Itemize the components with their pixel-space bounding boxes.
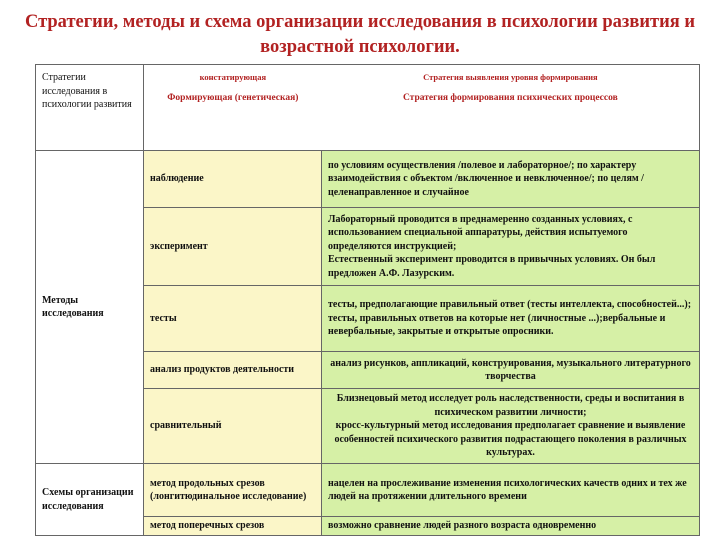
strategy-level-detection: Стратегия выявления уровня формирования: [423, 71, 598, 82]
header-strategy-types: [144, 65, 700, 151]
method-description: [322, 352, 700, 389]
strategy-ascertaining: констатирующая: [199, 71, 267, 82]
description-text: анализ рисунков, аппликаций, конструирования, музыкального литературного творчества: [330, 357, 691, 382]
methods-label: Методы исследования: [36, 151, 144, 464]
page-title: Стратегии, методы и схема организации исследования в психологии развития и возрастной психологии.: [24, 12, 696, 57]
table-row: [36, 151, 700, 208]
method-name: эксперимент: [144, 208, 322, 286]
description-text: Лабораторный проводится в преднамеренно созданных условиях, с использованием специальной аппаратуры, действия испытуемого определяются инструкцией;: [328, 213, 633, 252]
method-description: [322, 286, 700, 352]
method-description: [322, 389, 700, 464]
description-text: Естественный эксперимент проводится в привычных условиях. Он был предложен А.Ф. Лазурским.: [328, 254, 656, 279]
strategy-formation: Стратегия формирования психических процессов: [402, 92, 618, 103]
description-text: Близнецовый метод исследует роль наследственности, среды и воспитания в психическом развитии личности;: [336, 393, 685, 418]
strategy-table: [35, 64, 700, 536]
header-strategies-cell: Стратегии исследования в психологии развития: [36, 65, 144, 151]
header-line-1: [144, 66, 699, 88]
scheme-description: [322, 464, 700, 517]
schemes-label: Схемы организации исследования: [36, 464, 144, 536]
description-text: по условиям осуществления /полевое и лабораторное/; по характеру взаимодействия с объектом /включенное и невключенное/; по целям /целенаправленное и случайное: [328, 159, 644, 198]
method-name: сравнительный: [144, 389, 322, 464]
scheme-name: метод продольных срезов (лонгитюдинальное исследование): [144, 464, 322, 517]
header-line-2: [144, 88, 699, 108]
description-text: возможно сравнение людей разного возраста одновременно: [328, 520, 597, 532]
header-row: [36, 65, 700, 151]
scheme-description: [322, 517, 700, 536]
table-row: [36, 464, 700, 517]
description-text: нацелен на прослеживание изменения психологических качеств одних и тех же людей на протяжении длительного времени: [328, 477, 687, 502]
method-description: [322, 208, 700, 286]
description-text: тесты, предполагающие правильный ответ (тесты интеллекта, способностей...); тесты, правильных ответов на которые нет (личностные ...);вербальные и невербальные, закрытые и открытые опросники.: [328, 299, 692, 338]
method-name: тесты: [144, 286, 322, 352]
scheme-name: метод поперечных срезов: [144, 517, 322, 536]
method-description: [322, 151, 700, 208]
description-text: кросс-культурный метод исследования предполагает сравнение и выявление особенностей психического развития подрастающего поколения в различных культурах.: [334, 420, 687, 459]
method-name: наблюдение: [144, 151, 322, 208]
strategy-formative: Формирующая (генетическая): [167, 92, 299, 103]
method-name: анализ продуктов деятельности: [144, 352, 322, 389]
